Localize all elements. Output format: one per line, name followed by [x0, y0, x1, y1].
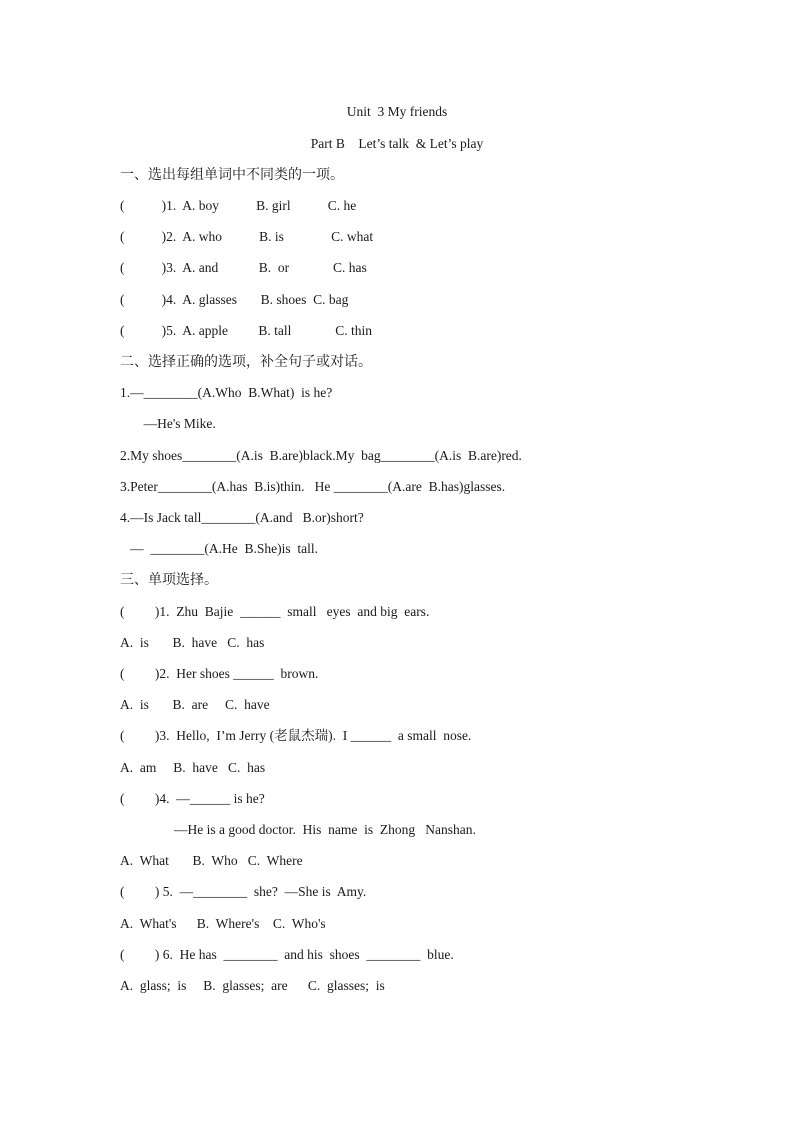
- question-line: 3.Peter________(A.has B.is)thin. He ________(A.are B.has)glasses.: [120, 479, 506, 494]
- question-line: —He's Mike.: [120, 416, 216, 431]
- answer-options: A. glass; is B. glasses; are C. glasses; is: [120, 978, 385, 993]
- question-line: — ________(A.He B.She)is tall.: [120, 541, 318, 556]
- question-line: ( )1. Zhu Bajie ______ small eyes and big ears.: [120, 604, 430, 619]
- question-line: ( ) 5. —________ she? —She is Amy.: [120, 884, 367, 899]
- worksheet-subtitle: Part B Let’s talk & Let’s play: [310, 136, 484, 151]
- section-2-heading: 二、选择正确的选项，补全句子或对话。: [120, 354, 372, 370]
- answer-options: A. is B. are C. have: [120, 697, 270, 712]
- answer-options: A. is B. have C. has: [120, 635, 265, 650]
- section-1-heading: 一、选出每组单词中不同类的一项。: [120, 167, 344, 183]
- question-line: ( )3. Hello, I’m Jerry (老鼠杰瑞). I ______ a small nose.: [120, 728, 472, 743]
- question-line: 4.—Is Jack tall________(A.and B.or)short?: [120, 510, 364, 525]
- question-line: 1.—________(A.Who B.What) is he?: [120, 385, 333, 400]
- answer-options: A. am B. have C. has: [120, 760, 266, 775]
- question-item: ( )1. A. boy B. girl C. he: [120, 198, 357, 213]
- answer-options: A. What B. Who C. Where: [120, 853, 303, 868]
- question-line: —He is a good doctor. His name is Zhong Nanshan.: [120, 822, 476, 837]
- question-line: 2.My shoes________(A.is B.are)black.My bag________(A.is B.are)red.: [120, 448, 522, 463]
- question-item: ( )2. A. who B. is C. what: [120, 229, 374, 244]
- question-item: ( )4. A. glasses B. shoes C. bag: [120, 292, 349, 307]
- question-line: ( )2. Her shoes ______ brown.: [120, 666, 319, 681]
- question-item: ( )5. A. apple B. tall C. thin: [120, 323, 372, 338]
- worksheet-title: Unit 3 My friends: [346, 104, 448, 119]
- question-line: ( )4. —______ is he?: [120, 791, 265, 806]
- question-line: ( ) 6. He has ________ and his shoes ________ blue.: [120, 947, 454, 962]
- section-3-heading: 三、单项选择。: [120, 572, 218, 588]
- answer-options: A. What's B. Where's C. Who's: [120, 916, 326, 931]
- question-item: ( )3. A. and B. or C. has: [120, 260, 367, 275]
